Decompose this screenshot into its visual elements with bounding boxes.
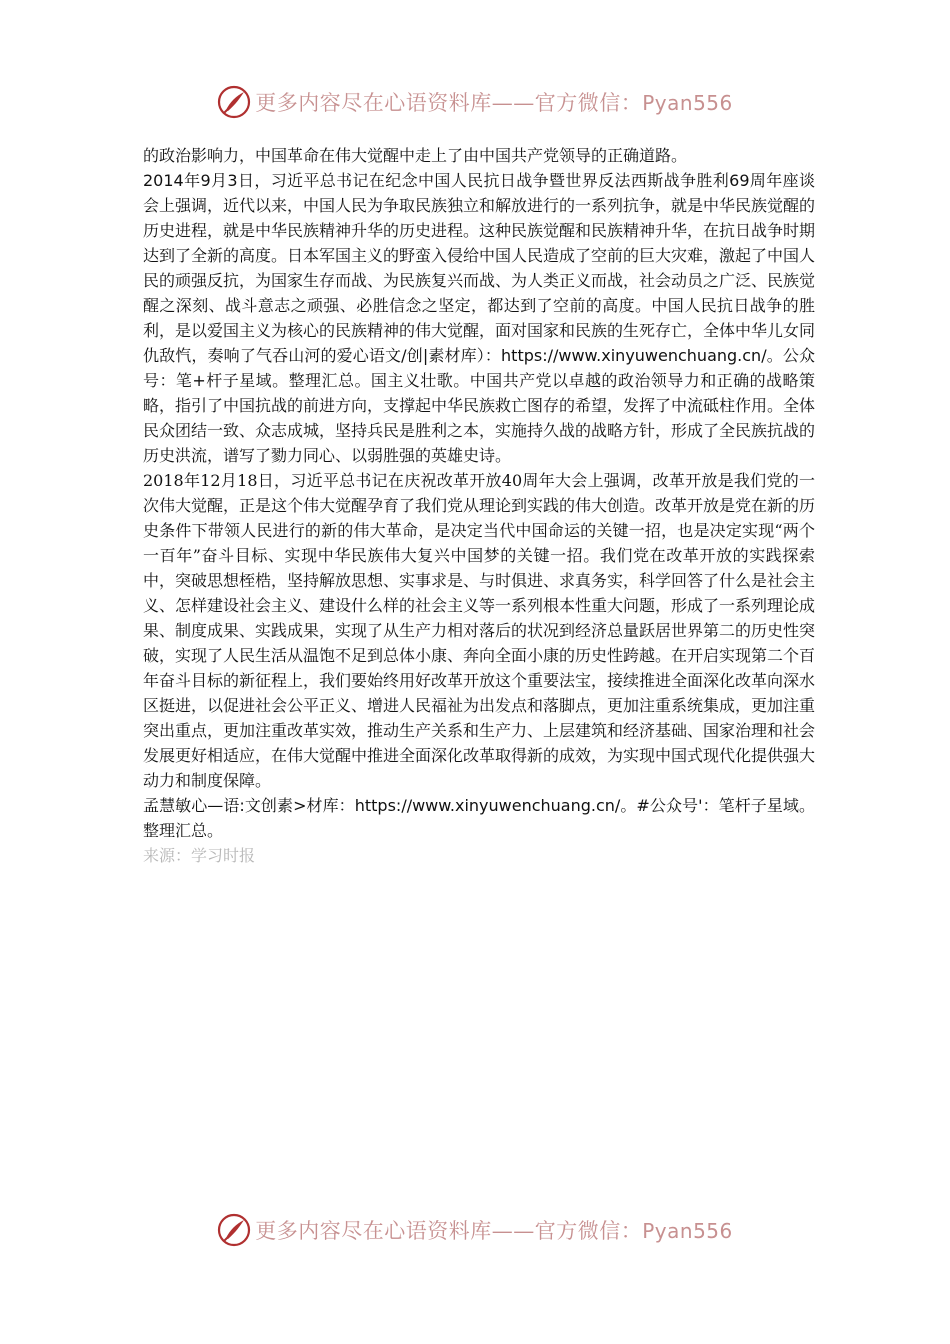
feather-pen-logo-icon <box>217 1213 251 1247</box>
source-line: 来源：学习时报 <box>143 846 256 865</box>
document-body <box>143 143 815 868</box>
banner-wechat-id: Pyan556 <box>642 91 733 115</box>
paragraph-1: 的政治影响力，中国革命在伟大觉醒中走上了由中国共产党领导的正确道路。 <box>143 146 688 165</box>
footer-watermark-banner <box>0 1210 950 1250</box>
banner-wechat-id: Pyan556 <box>642 1219 733 1243</box>
header-watermark-banner <box>0 82 950 122</box>
feather-pen-logo-icon <box>217 85 251 119</box>
banner-dash: —— <box>491 1219 535 1243</box>
paragraph-3: 2018年12月18日，习近平总书记在庆祝改革开放40周年大会上强调，改革开放是我们党的一次伟大觉醒，正是这个伟大觉醒孕育了我们党从理论到实践的伟大创造。改革开放是党在新的历史条件下带领人民进行的新的伟大革命，是决定当代中国命运的关键一招，也是决定实现“两个一百年”奋斗目标、实现中华民族伟大复兴中国梦的关键一招。我们党在改革开放的实践探索中，突破思想桎梏，坚持解放思想、实事求是、与时俱进、求真务实，科学回答了什么是社会主义、怎样建设社会主义、建设什么样的社会主义等一系列根本性重大问题，形成了一系列理论成果、制度成果、实践成果，实现了从生产力相对落后的状况到经济总量跃居世界第二的历史性突破，实现了人民生活从温饱不足到总体小康、奔向全面小康的历史性跨越。在开启实现第二个百年奋斗目标的新征程上，我们要始终用好改革开放这个重要法宝，接续推进全面深化改革向深水区挺进，以促进社会公平正义、增进人民福祉为出发点和落脚点，更加注重系统集成，更加注重突出重点，更加注重改革实效，推动生产关系和生产力、上层建筑和经济基础、国家治理和社会发展更好相适应，在伟大觉醒中推进全面深化改革取得新的成效，为实现中国式现代化提供强大动力和制度保障。 <box>143 471 816 790</box>
paragraph-4: 孟慧敏心—语:文创素>材库：https://www.xinyuwenchuang.cn/。#公众号'：笔杆子星域。整理汇总。 <box>143 796 815 840</box>
banner-title: 更多内容尽在心语资料库 <box>255 91 492 115</box>
banner-dash: —— <box>491 91 535 115</box>
banner-title: 更多内容尽在心语资料库 <box>255 1219 492 1243</box>
paragraph-2: 2014年9月3日，习近平总书记在纪念中国人民抗日战争暨世界反法西斯战争胜利69周年座谈会上强调，近代以来，中国人民为争取民族独立和解放进行的一系列抗争，就是中华民族觉醒的历史进程，就是中华民族精神升华的历史进程。这种民族觉醒和民族精神升华，在抗日战争时期达到了全新的高度。日本军国主义的野蛮入侵给中国人民造成了空前的巨大灾难，激起了中国人民的顽强反抗，为国家生存而战、为民族复兴而战、为人类正义而战，社会动员之广泛、民族觉醒之深刻、战斗意志之顽强、必胜信念之坚定，都达到了空前的高度。中国人民抗日战争的胜利，是以爱国主义为核心的民族精神的伟大觉醒，面对国家和民族的生死存亡，全体中华儿女同仇敌忾，奏响了气吞山河的爱心语文/创|素材库）：https://www.xinyuwenchuang.cn/。公众号：笔+杆子星域。整理汇总。国主义壮歌。中国共产党以卓越的政治领导力和正确的战略策略，指引了中国抗战的前进方向，支撑起中华民族救亡图存的希望，发挥了中流砥柱作用。全体民众团结一致、众志成城，坚持兵民是胜利之本，实施持久战的战略方针，形成了全民族抗战的历史洪流，谱写了勠力同心、以弱胜强的英雄史诗。 <box>143 171 816 465</box>
banner-label: 官方微信： <box>534 1219 643 1243</box>
banner-label: 官方微信： <box>534 91 643 115</box>
